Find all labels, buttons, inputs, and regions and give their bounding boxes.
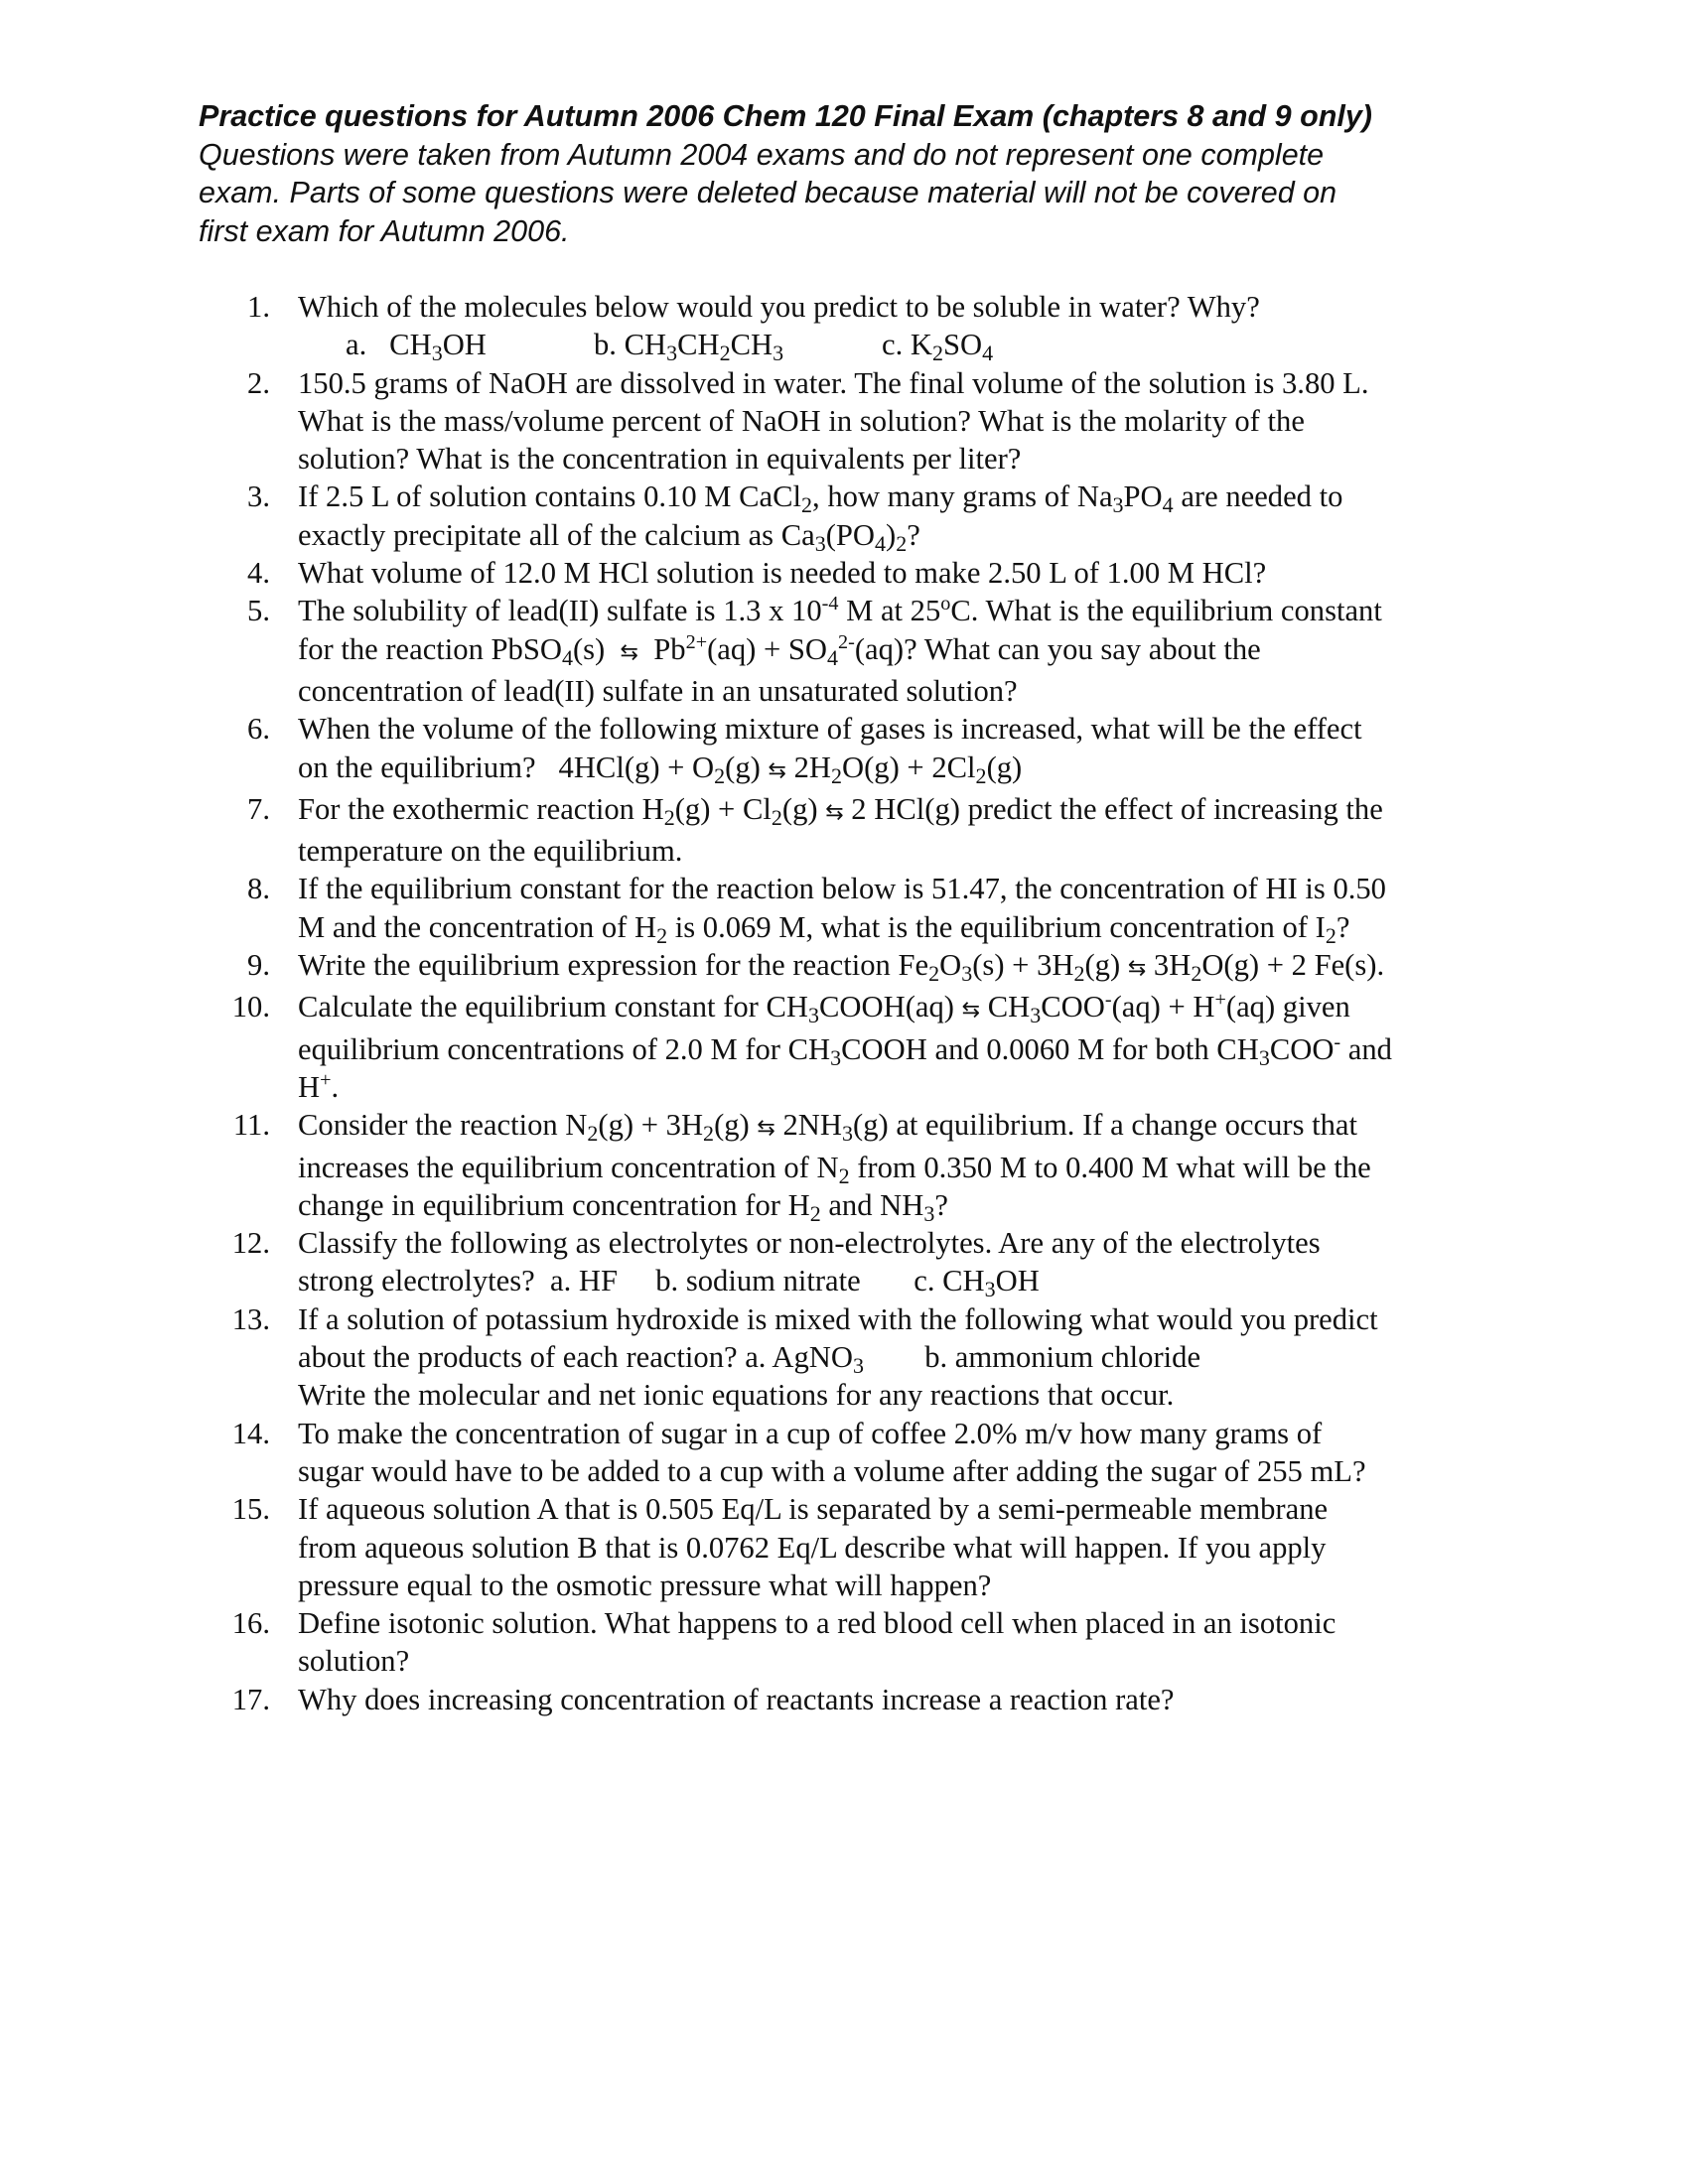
question-2: 2. 150.5 grams of NaOH are dissolved in water. The final volume of the solution is 3.80 L. What is the mass/volume percent of NaOH in solution? What is the molarity of the solution? What is the concentration in equivalents per liter? xyxy=(199,364,1499,478)
question-10: 10. Calculate the equilibrium constant for $CH_3COOH(aq)$ ⇆ $CH_3COO^-(aq) + H^+(aq)$ given equilibrium concentrations of 2.0 M for $CH_3COOH$ and 0.0060 M for both $CH_3COO^-$ and H+. xyxy=(199,988,1499,1106)
question-number: 7. xyxy=(247,791,270,826)
question-number: 2. xyxy=(247,365,270,400)
question-text: Which of the molecules below would you predict to be soluble in water? Why? xyxy=(298,290,1260,324)
question-11: 11. Consider the reaction $N_2(g) + 3H_2(g)$ ⇆ $2NH_3(g)$ at equilibrium. If a change occurs that increases the equilibrium concentration of $N_2$ from 0.350 M to 0.400 M what will be the change in equilibrium concentration for $H_2$ and $NH_3$? xyxy=(199,1106,1499,1224)
question-15: 15. If aqueous solution A that is 0.505 Eq/L is separated by a semi-permeable membrane from aqueous solution B that is 0.0762 Eq/L describe what will happen. If you apply pressure equal to the osmotic pressure what will happen? xyxy=(199,1490,1499,1604)
question-number: 11. xyxy=(232,1108,270,1143)
header-note-line-1: Questions were taken from Autumn 2004 exams and do not represent one complete xyxy=(199,137,1325,172)
question-5: 5. The solubility of lead(II) sulfate is 1.3 x $10^{-4}$ M at 25$^o$C. What is the equilibrium constant for the reaction PbSO$_4$(s) ⇆ $Pb^{2+}(aq) + SO_4^{2-}(aq)$? What can you say about the concentration of lead(II) sulfate in an unsaturated solution? xyxy=(199,592,1499,710)
question-number: 4. xyxy=(247,556,270,591)
question-17 xyxy=(199,1681,1499,1718)
question-number: 17. xyxy=(231,1682,270,1716)
document-header xyxy=(199,97,1509,250)
question-number: 10. xyxy=(231,990,270,1024)
document-title: Practice questions for Autumn 2006 Chem 120 Final Exam (chapters 8 and 9 only) xyxy=(199,99,1372,133)
question-number: 5. xyxy=(247,594,270,628)
question-8: 8. If the equilibrium constant for the reaction below is 51.47, the concentration of HI is 0.50 M and the concentration of $H_2$ is 0.069 M, what is the equilibrium concentration of $I_2$? xyxy=(199,870,1499,946)
question-number: 12. xyxy=(231,1226,270,1261)
question-4 xyxy=(199,554,1499,592)
question-number: 3. xyxy=(247,479,270,514)
question-1 xyxy=(199,288,1499,364)
question-9: 9. Write the equilibrium expression for the reaction $Fe_2O_3(s) + 3H_2(g)$ ⇆ $3H_2O(g) + 2$ Fe(s). xyxy=(199,946,1499,988)
equilibrium-arrow-icon: ⇆ xyxy=(961,998,981,1024)
question-number: 15. xyxy=(231,1492,270,1527)
option-a: a. $CH_3OH$ xyxy=(346,328,487,366)
question-list xyxy=(199,288,1499,1718)
question-number: 1. xyxy=(247,290,270,324)
question-number: 14. xyxy=(231,1416,270,1450)
question-number: 8. xyxy=(247,872,270,906)
question-12: 12. Classify the following as electrolytes or non-electrolytes. Are any of the electrolytes strong electrolytes? a. HF b. sodium nitrate c. $CH_3OH$ xyxy=(199,1224,1499,1300)
equilibrium-arrow-icon: ⇆ xyxy=(825,799,844,825)
question-13: 13. If a solution of potassium hydroxide is mixed with the following what would you predict about the products of each reaction? a. AgNO$_3$ b. ammonium chloride Write the molecular and net ionic equations for any reactions that occur. xyxy=(199,1300,1499,1415)
option-b: b. $CH_3CH_2CH_3$ xyxy=(594,328,784,366)
question-7: 7. For the exothermic reaction $H_2(g) + Cl_2(g)$ ⇆ 2 HCl(g) predict the effect of increasing the temperature on the equilibrium. xyxy=(199,790,1499,871)
question-3: 3. If 2.5 L of solution contains 0.10 M CaCl$_2$, how many grams of $Na_3PO_4$ are needed to exactly precipitate all of the calcium as $Ca_3(PO_4)_2$? xyxy=(199,478,1499,554)
equilibrium-arrow-icon: ⇆ xyxy=(768,757,786,783)
answer-options xyxy=(298,326,1499,366)
question-number: 6. xyxy=(247,712,270,747)
question-number: 13. xyxy=(231,1301,270,1336)
question-14: 14. To make the concentration of sugar in a cup of coffee 2.0% m/v how many grams of sugar would have to be added to a cup with a volume after adding the sugar of 255 mL? xyxy=(199,1415,1499,1491)
question-number: 9. xyxy=(247,948,270,983)
equilibrium-arrow-icon: ⇆ xyxy=(757,1116,775,1142)
question-text: What volume of 12.0 M HCl solution is needed to make 2.50 L of 1.00 M HCl? xyxy=(298,556,1267,591)
header-note-line-2: exam. Parts of some questions were deleted because material will not be covered on xyxy=(199,176,1337,209)
question-6: 6. When the volume of the following mixture of gases is increased, what will be the effect on the equilibrium? $4HCl(g) + O_2(g)$ ⇆ $2H_2O(g) + 2Cl_2(g)$ xyxy=(199,710,1499,790)
equilibrium-arrow-icon: ⇆ xyxy=(620,639,638,665)
question-number: 16. xyxy=(231,1606,270,1641)
option-c: c. $K_2SO_4$ xyxy=(882,328,994,366)
question-text: Why does increasing concentration of reactants increase a reaction rate? xyxy=(298,1682,1175,1716)
header-note-line-3: first exam for Autumn 2006. xyxy=(199,213,570,248)
question-16: 16. Define isotonic solution. What happens to a red blood cell when placed in an isotonic solution? xyxy=(199,1604,1499,1681)
equilibrium-arrow-icon: ⇆ xyxy=(1127,956,1147,982)
